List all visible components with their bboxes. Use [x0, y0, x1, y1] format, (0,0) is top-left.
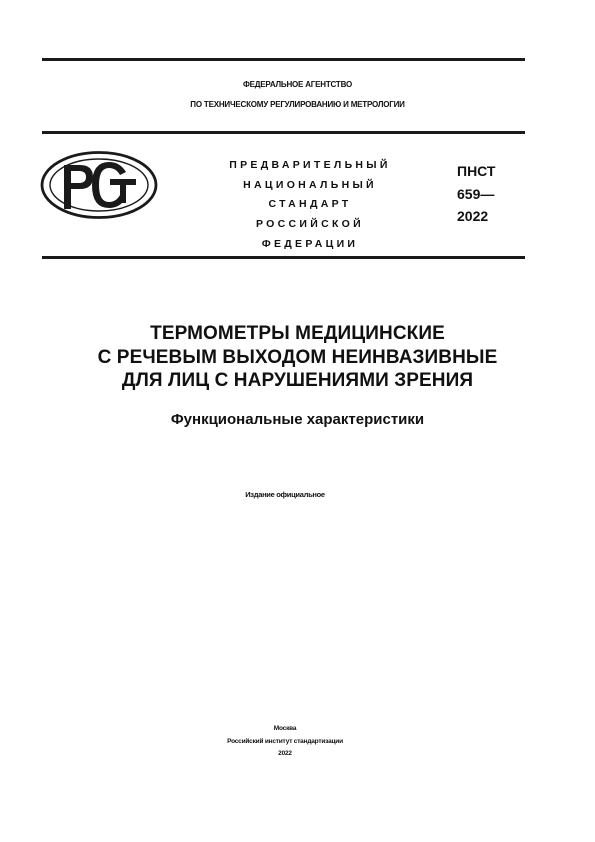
standard-type-line: ФЕДЕРАЦИИ	[261, 237, 359, 250]
imprint-city: Москва	[273, 725, 297, 732]
designation-number: 659—	[457, 185, 495, 202]
document-subtitle: Функциональные характеристики	[170, 411, 425, 428]
top-rule	[42, 58, 525, 61]
agency-name-line1: ФЕДЕРАЛЬНОЕ АГЕНТСТВО	[242, 80, 352, 89]
standard-type-line: РОССИЙСКОЙ	[256, 218, 364, 231]
imprint-year: 2022	[278, 750, 292, 757]
title-line: ТЕРМОМЕТРЫ МЕДИЦИНСКИЕ	[150, 323, 445, 344]
standard-type	[205, 156, 415, 255]
standard-type-line: НАЦИОНАЛЬНЫЙ	[243, 178, 377, 191]
edition-note: Издание официальное	[245, 490, 325, 499]
document-title	[0, 322, 595, 393]
standard-type-line: СТАНДАРТ	[268, 198, 352, 211]
title-line: ДЛЯ ЛИЦ С НАРУШЕНИЯМИ ЗРЕНИЯ	[121, 370, 474, 391]
designation-prefix: ПНСТ	[457, 163, 496, 179]
title-line: С РЕЧЕВЫМ ВЫХОДОМ НЕИНВАЗИВНЫЕ	[97, 346, 498, 368]
header-rule-lower	[42, 256, 525, 259]
designation-year: 2022	[457, 208, 489, 224]
header-rule-upper	[42, 131, 525, 134]
standard-designation	[457, 160, 496, 228]
imprint-publisher: Российский институт стандартизации	[227, 737, 343, 745]
standard-type-line: ПРЕДВАРИТЕЛЬНЫЙ	[229, 159, 391, 171]
rst-gost-mark-icon	[40, 151, 158, 219]
agency-name-line2: ПО ТЕХНИЧЕСКОМУ РЕГУЛИРОВАНИЮ И МЕТРОЛОГИИ	[190, 100, 405, 109]
imprint	[0, 723, 570, 761]
